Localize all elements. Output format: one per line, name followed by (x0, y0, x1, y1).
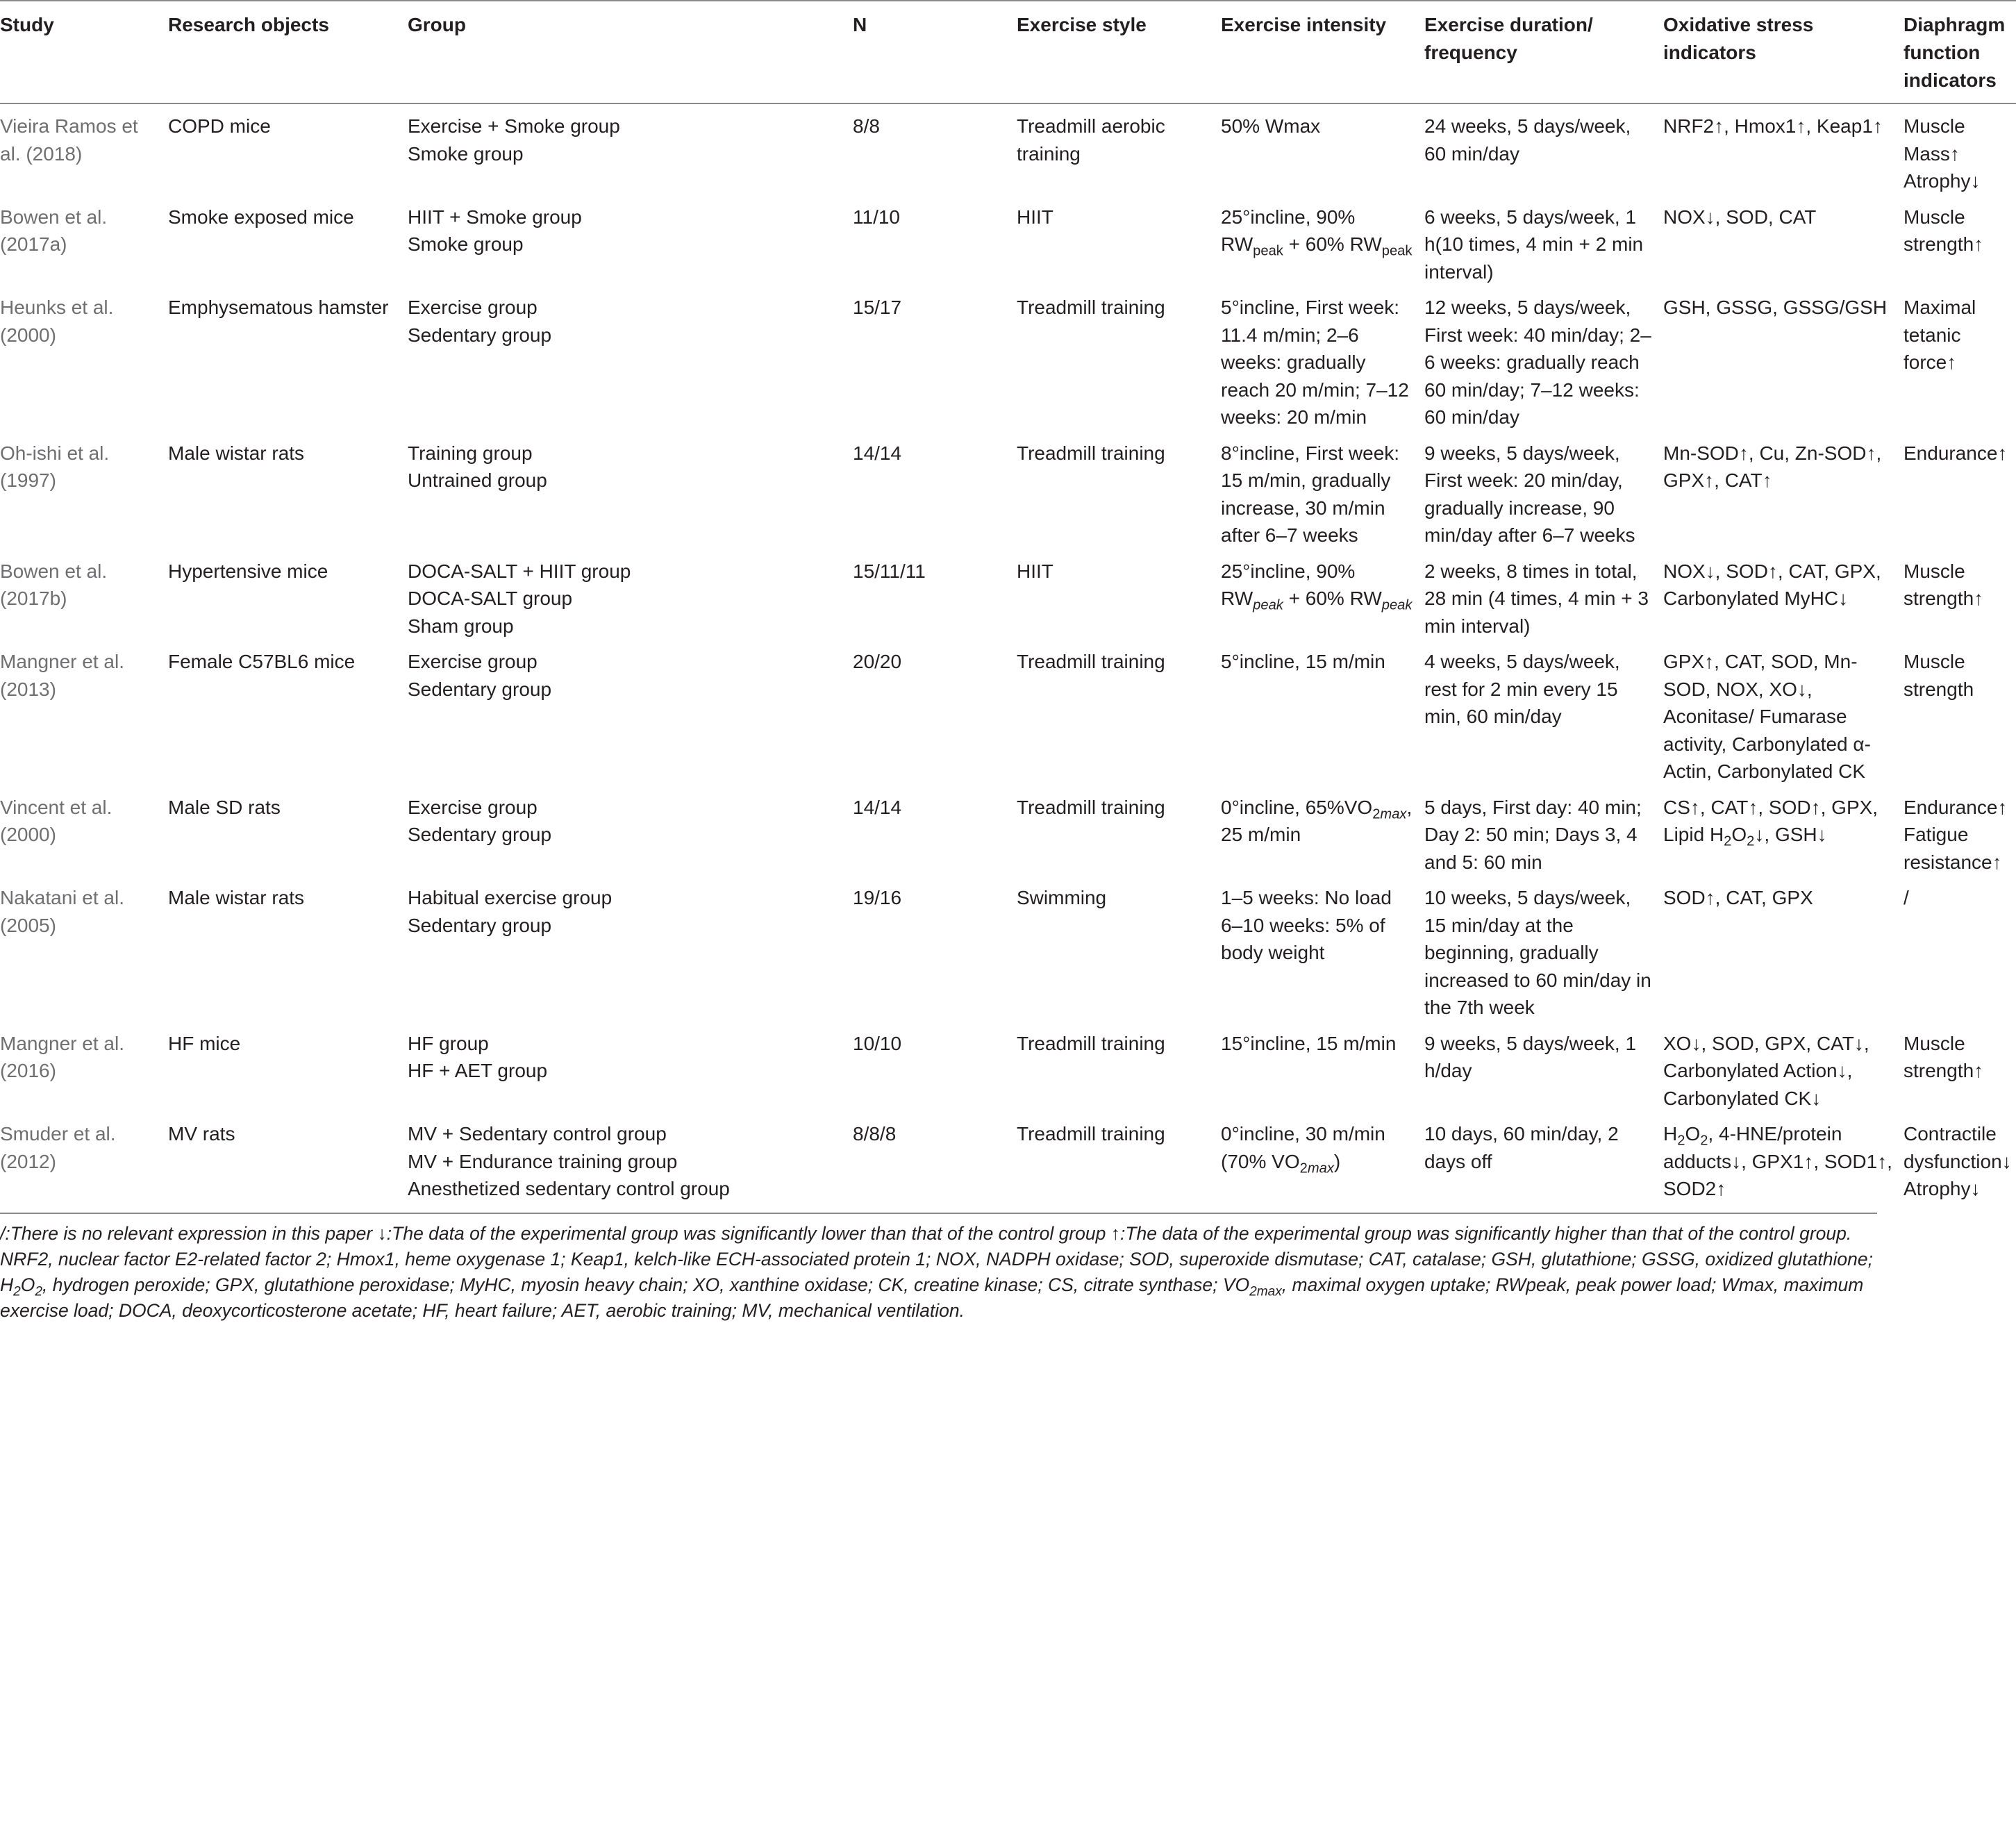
cell-diaphragm-function: Endurance↑ (1903, 442, 2008, 464)
footnote-legend: /:There is no relevant expression in this paper ↓:The data of the experimental group was significantly lower than that of the control group ↑:The data of the experimental group was significantly higher than that of the control group. (0, 1222, 1852, 1244)
cell-diaphragm-function: Muscle strength (1903, 651, 1974, 700)
cell-study: Nakatani et al. (2005) (0, 887, 124, 936)
table-row (0, 1022, 2016, 1113)
cell-exercise-duration: 2 weeks, 8 times in total, 28 min (4 times, 4 min + 3 min interval) (1424, 560, 1649, 637)
header-exercise-intensity: Exercise intensity (1221, 1, 1424, 103)
cell-exercise-intensity: 8°incline, First week: 15 m/min, gradually increase, 30 m/min after 6–7 weeks (1221, 442, 1400, 546)
cell-exercise-style: HIIT (1017, 206, 1053, 228)
cell-diaphragm-function: Muscle strength↑ (1903, 206, 1984, 255)
group-line: Training group (408, 442, 533, 464)
cell-exercise-style: Treadmill training (1017, 1123, 1165, 1145)
cell-n: 15/11/11 (853, 560, 926, 582)
cell-research-objects: Smoke exposed mice (168, 206, 354, 228)
cell-exercise-duration: 4 weeks, 5 days/week, rest for 2 min every 15 min, 60 min/day (1424, 651, 1620, 727)
table-row (0, 285, 2016, 431)
cell-exercise-duration: 10 days, 60 min/day, 2 days off (1424, 1123, 1619, 1172)
cell-study: Heunks et al. (2000) (0, 297, 114, 346)
group-line: Habitual exercise group (408, 887, 613, 908)
cell-research-objects: Male wistar rats (168, 442, 305, 464)
header-group: Group (408, 1, 853, 103)
group-line: MV + Sedentary control group (408, 1123, 667, 1145)
cell-oxidative-stress: CS↑, CAT↑, SOD↑, GPX, Lipid $H_2O_2↓$, GSH↓ (1663, 796, 1878, 849)
cell-exercise-intensity: 5°incline, 15 m/min (1221, 651, 1385, 672)
group-line: Smoke group (408, 142, 524, 165)
group-line: Exercise group (408, 796, 538, 818)
cell-exercise-duration: 5 days, First day: 40 min; Day 2: 50 min; Days 3, 4 and 5: 60 min (1424, 796, 1642, 873)
cell-exercise-intensity: 0°incline, 30 m/min (70% $VO_{2max}$) (1221, 1123, 1385, 1176)
table-row (0, 195, 2016, 286)
table-row (0, 876, 2016, 1022)
cell-exercise-duration: 9 weeks, 5 days/week, 1 h/day (1424, 1032, 1637, 1081)
cell-n: 8/8/8 (853, 1123, 897, 1145)
cell-group (408, 549, 853, 640)
group-line: Sedentary group (408, 678, 552, 700)
cell-research-objects: HF mice (168, 1032, 241, 1054)
header-exercise-style: Exercise style (1017, 1, 1221, 103)
header-diaphragm-function: Diaphragm function indicators (1903, 1, 2016, 103)
cell-diaphragm-function: Maximal tetanic force↑ (1903, 297, 1976, 373)
group-line: MV + Endurance training group (408, 1150, 678, 1172)
cell-group (408, 1112, 853, 1213)
cell-exercise-style: Swimming (1017, 887, 1107, 908)
group-line: Untrained group (408, 469, 547, 491)
cell-exercise-style: Treadmill training (1017, 442, 1165, 464)
table-footnotes (0, 1213, 1877, 1324)
header-study: Study (0, 1, 168, 103)
table-row (0, 1112, 2016, 1213)
cell-study: Smuder et al. (2012) (0, 1123, 116, 1172)
group-line: DOCA-SALT group (408, 588, 573, 609)
table-row (0, 785, 2016, 876)
cell-diaphragm-function: Muscle Mass↑ Atrophy↓ (1903, 115, 1981, 192)
cell-oxidative-stress: $H_2O_2$, 4-HNE/protein adducts↓, GPX1↑, SOD1↑, SOD2↑ (1663, 1123, 1892, 1199)
header-research-objects: Research objects (168, 1, 408, 103)
cell-group (408, 785, 853, 876)
cell-oxidative-stress: GPX↑, CAT, SOD, Mn-SOD, NOX, XO↓, Aconitase/ Fumarase activity, Carbonylated α-Actin, Carbonylated CK (1663, 651, 1871, 782)
cell-group (408, 103, 853, 195)
cell-oxidative-stress: NRF2↑, Hmox1↑, Keap1↑ (1663, 115, 1883, 137)
group-line: Sedentary group (408, 824, 552, 845)
cell-group (408, 640, 853, 785)
cell-research-objects: Hypertensive mice (168, 560, 328, 582)
cell-n: 20/20 (853, 651, 902, 672)
cell-study: Bowen et al. (2017b) (0, 560, 108, 609)
table-header (0, 1, 2016, 103)
cell-oxidative-stress: Mn-SOD↑, Cu, Zn-SOD↑, GPX↑, CAT↑ (1663, 442, 1882, 491)
cell-exercise-style: Treadmill training (1017, 297, 1165, 318)
header-n: N (853, 1, 1017, 103)
cell-study: Mangner et al. (2013) (0, 651, 124, 700)
table-row (0, 431, 2016, 549)
cell-study: Mangner et al. (2016) (0, 1032, 124, 1081)
cell-oxidative-stress: GSH, GSSG, GSSG/GSH (1663, 297, 1888, 318)
cell-exercise-duration: 6 weeks, 5 days/week, 1 h(10 times, 4 min + 2 min interval) (1424, 206, 1644, 283)
footnote-abbreviations: NRF2, nuclear factor E2-related factor 2; Hmox1, heme oxygenase 1; Keap1, kelch-like ECH-associated protein 1; NOX, NADPH oxidase; SOD, superoxide dismutase; CAT, catalase; GSH, glutathione; GSSG, oxidized glutathione; $H_2O_2$, hydrogen peroxide; GPX, glutathione peroxidase; MyHC, myosin heavy chain; XO, xanthine oxidase; CK, creatine kinase; CS, citrate synthase; $VO_{2max}$, maximal oxygen uptake; RWpeak, peak power load; Wmax, maximum exercise load; DOCA, deoxycorticosterone acetate; HF, heart failure; AET, aerobic training; MV, mechanical ventilation. (0, 1248, 1873, 1321)
group-line: HIIT + Smoke group (408, 206, 582, 228)
cell-n: 14/14 (853, 442, 902, 464)
cell-exercise-duration: 9 weeks, 5 days/week, First week: 20 min/day, gradually increase, 90 min/day after 6–7 weeks (1424, 442, 1635, 546)
header-row (0, 1, 2016, 103)
cell-exercise-intensity: 25°incline, 90% $RW_{peak} + 60\%$ $RW_{peak}$ (1221, 206, 1413, 259)
header-oxidative-stress: Oxidative stress indicators (1663, 1, 1903, 103)
cell-group (408, 1022, 853, 1113)
group-line: Sedentary group (408, 324, 552, 346)
cell-oxidative-stress: NOX↓, SOD↑, CAT, GPX, Carbonylated MyHC↓ (1663, 560, 1881, 609)
cell-group (408, 195, 853, 286)
table-row (0, 103, 2016, 195)
cell-n: 10/10 (853, 1032, 902, 1054)
cell-exercise-style: HIIT (1017, 560, 1053, 582)
cell-research-objects: MV rats (168, 1123, 235, 1145)
cell-research-objects: Male SD rats (168, 796, 281, 818)
cell-exercise-intensity: 0°incline, $65\%VO_{2max}$, 25 m/min (1221, 796, 1413, 845)
group-line: Anesthetized sedentary control group (408, 1178, 730, 1199)
cell-group (408, 876, 853, 1022)
cell-diaphragm-function: Muscle strength↑ (1903, 560, 1984, 609)
group-line: Exercise + Smoke group (408, 115, 620, 137)
cell-diaphragm-function: Endurance↑ Fatigue resistance↑ (1903, 796, 2008, 873)
cell-research-objects: COPD mice (168, 115, 271, 137)
cell-exercise-intensity: 25°incline, 90% $RW_{peak} + 60\%$ $RW_{peak}$ (1221, 560, 1413, 613)
group-line: Sedentary group (408, 914, 552, 936)
group-line: Exercise group (408, 651, 538, 672)
cell-n: 19/16 (853, 887, 902, 908)
group-line: Smoke group (408, 233, 524, 255)
cell-exercise-style: Treadmill training (1017, 651, 1165, 672)
cell-oxidative-stress: XO↓, SOD, GPX, CAT↓, Carbonylated Action↓, Carbonylated CK↓ (1663, 1032, 1869, 1109)
table-row (0, 549, 2016, 640)
cell-exercise-intensity: 15°incline, 15 m/min (1221, 1032, 1397, 1054)
table-row (0, 640, 2016, 785)
cell-study: Vincent et al. (2000) (0, 796, 113, 845)
group-line: Sham group (408, 615, 514, 637)
cell-study: Oh-ishi et al. (1997) (0, 442, 110, 491)
table-body (0, 103, 2016, 1213)
cell-n: 14/14 (853, 796, 902, 818)
cell-research-objects: Emphysematous hamster (168, 297, 389, 318)
cell-study: Vieira Ramos et al. (2018) (0, 115, 138, 165)
cell-group (408, 431, 853, 549)
cell-exercise-style: Treadmill training (1017, 1032, 1165, 1054)
cell-research-objects: Female C57BL6 mice (168, 651, 356, 672)
cell-oxidative-stress: NOX↓, SOD, CAT (1663, 206, 1817, 228)
header-exercise-duration: Exercise duration/ frequency (1424, 1, 1663, 103)
cell-n: 15/17 (853, 297, 902, 318)
cell-exercise-duration: 24 weeks, 5 days/week, 60 min/day (1424, 115, 1631, 165)
cell-diaphragm-function: / (1903, 887, 1909, 908)
cell-diaphragm-function: Contractile dysfunction↓ Atrophy↓ (1903, 1123, 2012, 1199)
cell-diaphragm-function: Muscle strength↑ (1903, 1032, 1984, 1081)
group-line: HF + AET group (408, 1060, 548, 1081)
cell-n: 8/8 (853, 115, 880, 137)
cell-exercise-duration: 10 weeks, 5 days/week, 15 min/day at the beginning, gradually increased to 60 min/day in the 7th week (1424, 887, 1651, 1018)
cell-oxidative-stress: SOD↑, CAT, GPX (1663, 887, 1813, 908)
cell-exercise-style: Treadmill aerobic training (1017, 115, 1165, 165)
group-line: DOCA-SALT + HIIT group (408, 560, 631, 582)
group-line: Exercise group (408, 297, 538, 318)
cell-exercise-intensity: 50% Wmax (1221, 115, 1321, 137)
cell-exercise-style: Treadmill training (1017, 796, 1165, 818)
cell-group (408, 285, 853, 431)
cell-exercise-intensity: 5°incline, First week: 11.4 m/min; 2–6 weeks: gradually reach 20 m/min; 7–12 weeks: 20 m/min (1221, 297, 1409, 428)
group-line: HF group (408, 1032, 489, 1054)
cell-n: 11/10 (853, 206, 900, 228)
cell-study: Bowen et al. (2017a) (0, 206, 108, 255)
cell-research-objects: Male wistar rats (168, 887, 305, 908)
cell-exercise-duration: 12 weeks, 5 days/week, First week: 40 min/day; 2–6 weeks: gradually reach 60 min/day; 7–12 weeks: 60 min/day (1424, 297, 1651, 428)
cell-exercise-intensity: 1–5 weeks: No load 6–10 weeks: 5% of body weight (1221, 887, 1392, 963)
